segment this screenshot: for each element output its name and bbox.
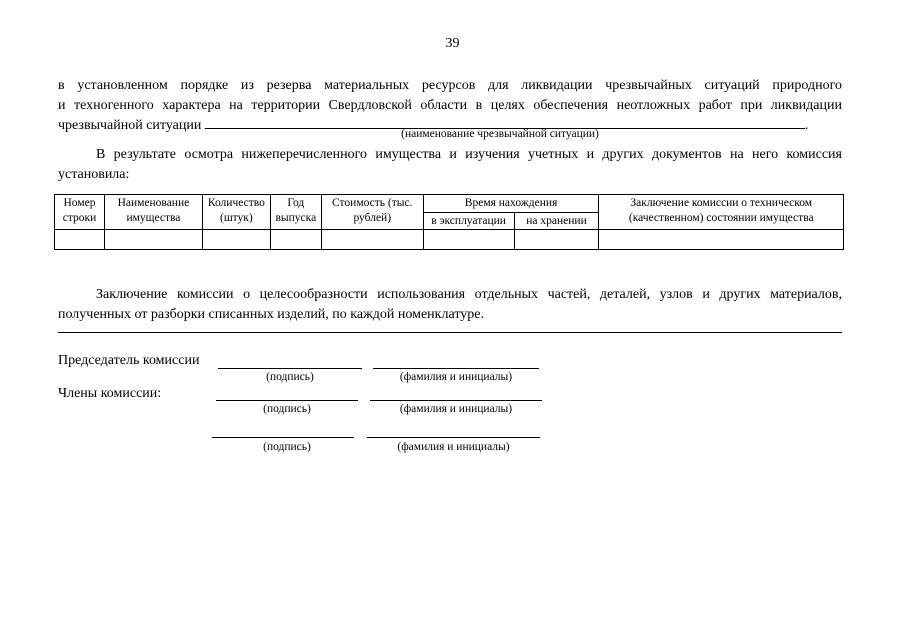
intro-line-3-prefix: чрезвычайной ситуации: [58, 118, 202, 133]
page-number: 39: [445, 36, 460, 51]
chairman-signature-caption: (подпись): [266, 371, 314, 383]
conclusion-paragraph: [58, 285, 842, 324]
table-cell[interactable]: [55, 230, 105, 250]
header-row-number: Номер строки: [55, 195, 105, 230]
table-cell[interactable]: [270, 230, 321, 250]
header-year: Год выпуска: [270, 195, 321, 230]
emergency-name-caption: (наименование чрезвычайной ситуации): [401, 128, 599, 140]
conclusion-fill-line[interactable]: [58, 332, 842, 333]
emergency-name-field[interactable]: [205, 115, 805, 129]
table-cell[interactable]: [599, 230, 844, 250]
intro-line-1: в установленном порядке из резерва материальных ресурсов для ликвидации чрезвычайных ситуаций природного: [58, 78, 842, 93]
intro-paragraph: [58, 76, 842, 136]
member-2-name-caption: (фамилия и инициалы): [397, 441, 510, 453]
inspection-line-2: установила:: [58, 166, 130, 182]
header-quantity: Количество (штук): [202, 195, 270, 230]
member-2-name-line[interactable]: [367, 437, 540, 438]
table-row: [55, 230, 844, 250]
table-cell[interactable]: [423, 230, 514, 250]
member-2-signature-caption: (подпись): [263, 441, 311, 453]
member-1-signature-line[interactable]: [216, 400, 358, 401]
header-asset-name: Наименование имущества: [104, 195, 202, 230]
header-conclusion: Заключение комиссии о техническом (качественном) состоянии имущества: [599, 195, 844, 230]
conclusion-line-2: полученных от разборки списанных изделий, по каждой номенклатуре.: [58, 306, 484, 322]
inspection-paragraph: [58, 145, 842, 184]
chairman-name-line[interactable]: [373, 368, 539, 369]
table-cell[interactable]: [104, 230, 202, 250]
header-cost: Стоимость (тыс. рублей): [321, 195, 423, 230]
table-header-row-1: [55, 195, 844, 213]
table-cell[interactable]: [321, 230, 423, 250]
member-1-signature-caption: (подпись): [263, 403, 311, 415]
header-in-operation: в эксплуатации: [423, 212, 514, 230]
header-in-storage: на хранении: [514, 212, 599, 230]
member-2-signature-line[interactable]: [212, 437, 354, 438]
intro-line-3-end: .: [804, 118, 809, 133]
inspection-line-1: В результате осмотра нижеперечисленного имущества и изучения учетных и других документов на него комиссия: [96, 147, 842, 162]
member-1-name-caption: (фамилия и инициалы): [399, 403, 513, 415]
header-time-in-place: Время нахождения: [423, 195, 599, 213]
members-label: Члены комиссии:: [58, 386, 162, 401]
table-cell[interactable]: [514, 230, 599, 250]
chairman-label: Председатель комиссии: [58, 353, 200, 368]
table-cell[interactable]: [202, 230, 270, 250]
member-1-name-line[interactable]: [370, 400, 542, 401]
intro-line-2: и техногенного характера на территории Свердловской области в целях обеспечения неотложных работ при ликвидации: [58, 97, 842, 113]
chairman-signature-line[interactable]: [218, 368, 362, 369]
chairman-name-caption: (фамилия и инициалы): [399, 371, 513, 383]
assets-table: [54, 194, 844, 250]
conclusion-line-1: Заключение комиссии о целесообразности использования отдельных частей, деталей, узлов и других материалов,: [96, 287, 842, 302]
